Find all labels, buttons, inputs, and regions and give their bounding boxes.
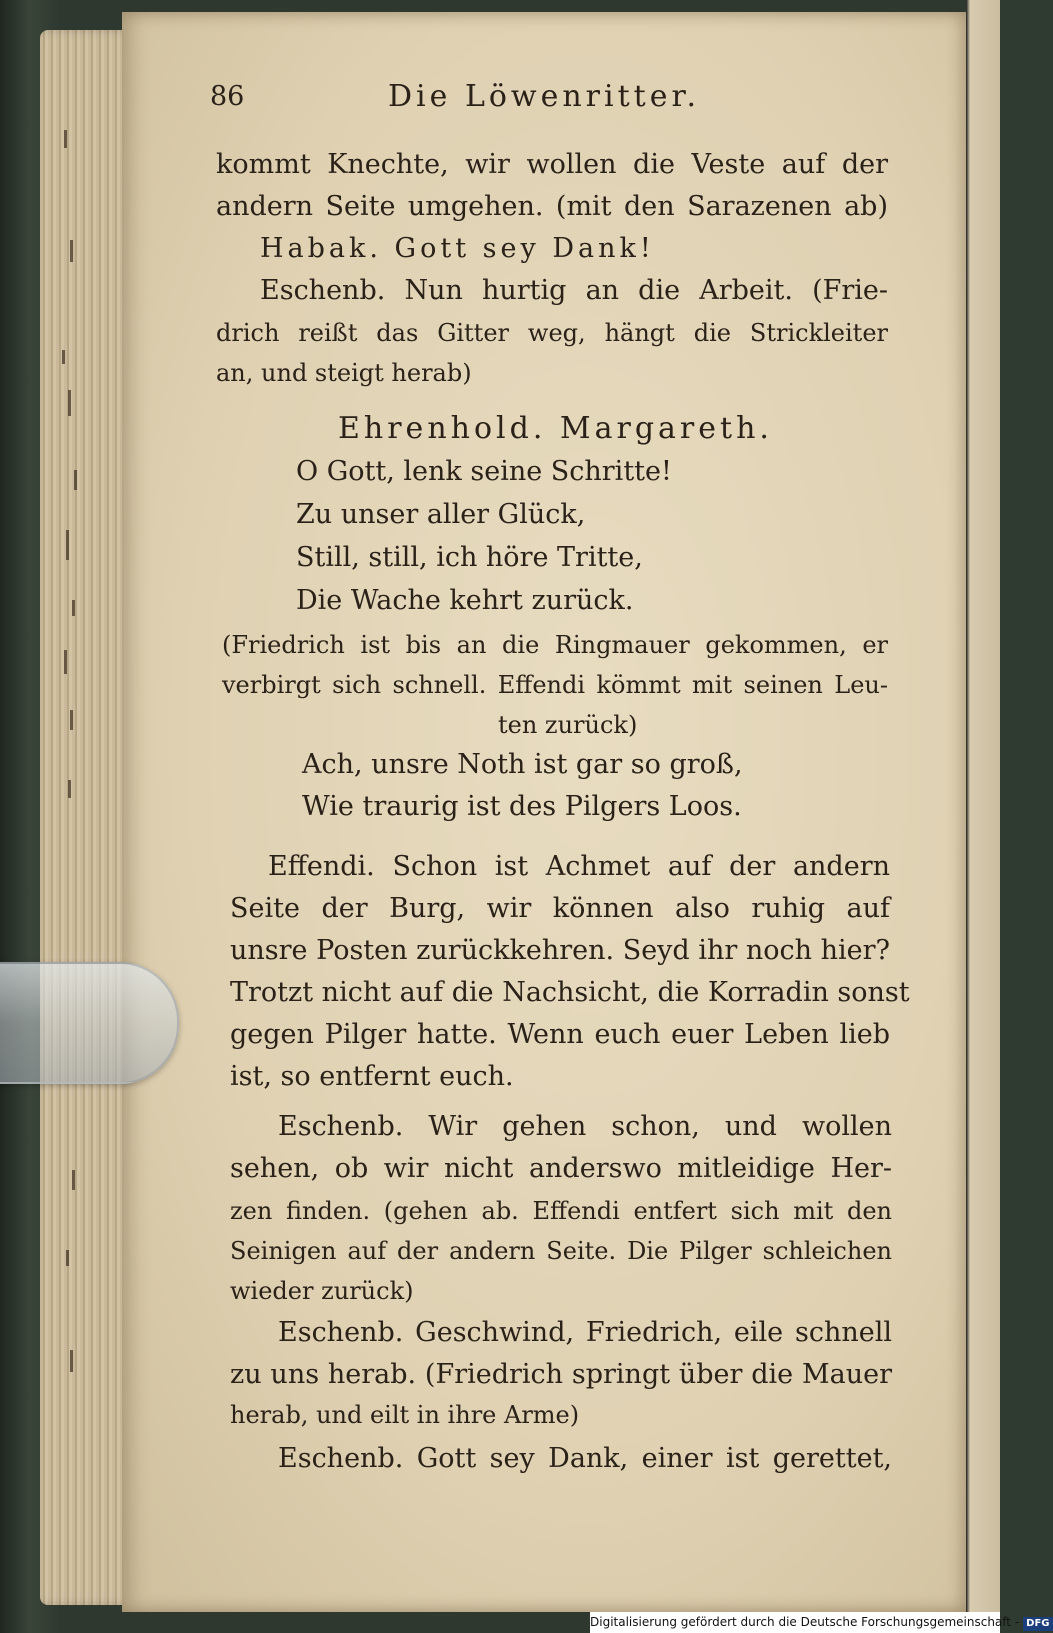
text-line: sehen, ob wir nicht anderswo mitleidige Her-	[230, 1153, 892, 1184]
credit-text: Digitalisierung gefördert durch die Deutsche Forschungsgemeinschaft -	[590, 1615, 1020, 1629]
stage-direction: Seinigen auf der andern Seite. Die Pilger schleichen	[230, 1237, 892, 1265]
text-line: Trotzt nicht auf die Nachsicht, die Korradin sonst	[230, 977, 910, 1008]
verse-line: Die Wache kehrt zurück.	[296, 585, 634, 616]
speaker-line: Effendi. Schon ist Achmet auf der andern	[268, 851, 890, 882]
verse-line: Zu unser aller Glück,	[296, 499, 586, 530]
verse-line: O Gott, lenk seine Schritte!	[296, 456, 672, 487]
speaker-heading: Ehrenhold. Margareth.	[338, 411, 773, 446]
facing-page-edge	[966, 0, 1000, 1633]
stage-direction: drich reißt das Gitter weg, hängt die Strickleiter	[216, 319, 888, 347]
stage-direction: zen finden. (gehen ab. Effendi entfert sich mit den	[230, 1197, 892, 1225]
text-line: ist, so entfernt euch.	[230, 1061, 514, 1092]
stage-direction: an, und steigt herab)	[216, 359, 472, 387]
stage-direction: wieder zurück)	[230, 1277, 414, 1305]
stage-direction: herab, und eilt in ihre Arme)	[230, 1401, 580, 1429]
text-line: unsre Posten zurückkehren. Seyd ihr noch hier?	[230, 935, 890, 966]
stage-direction: verbirgt sich schnell. Effendi kömmt mit seinen Leu-	[222, 671, 888, 699]
digitization-credit	[590, 1612, 1050, 1633]
verse-line: Wie traurig ist des Pilgers Loos.	[302, 791, 742, 822]
dfg-logo: DFG	[1023, 1617, 1052, 1631]
speaker-line: Eschenb. Gott sey Dank, einer ist gerettet,	[278, 1443, 892, 1474]
speaker-line: Habak. Gott sey Dank!	[260, 233, 655, 264]
glass-page-clip	[0, 962, 179, 1084]
page-number: 86	[210, 81, 245, 112]
text-line: gegen Pilger hatte. Wenn euch euer Leben lieb	[230, 1019, 890, 1050]
speaker-line: Eschenb. Geschwind, Friedrich, eile schnell	[278, 1317, 892, 1348]
speaker-line: Eschenb. Wir gehen schon, und wollen	[278, 1111, 892, 1142]
speaker-line: Eschenb. Nun hurtig an die Arbeit. (Frie-	[260, 275, 888, 306]
text-line: zu uns herab. (Friedrich springt über die Mauer	[230, 1359, 892, 1390]
edge-ink-marks	[58, 90, 88, 1390]
text-line: Seite der Burg, wir können also ruhig auf	[230, 893, 890, 924]
stage-direction: (Friedrich ist bis an die Ringmauer gekommen, er	[222, 631, 888, 659]
text-line: andern Seite umgehen. (mit den Sarazenen ab)	[216, 191, 888, 222]
verse-line: Still, still, ich höre Tritte,	[296, 542, 643, 573]
verse-line: Ach, unsre Noth ist gar so groß,	[302, 749, 743, 780]
text-line: kommt Knechte, wir wollen die Veste auf der	[216, 149, 888, 180]
running-title: Die Löwenritter.	[388, 79, 701, 114]
stage-direction: ten zurück)	[498, 711, 638, 739]
